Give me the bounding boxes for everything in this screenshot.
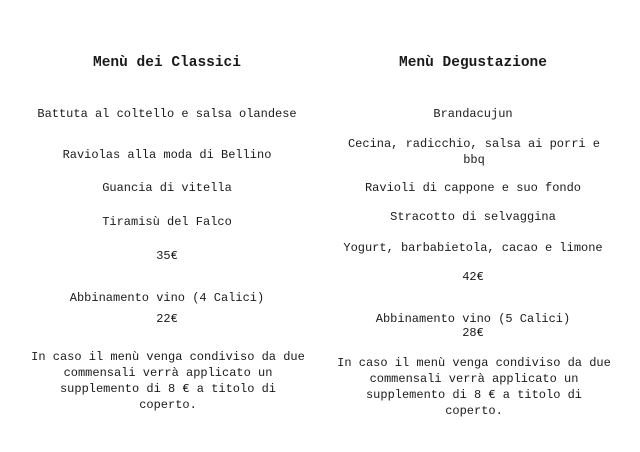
classici-sharing-note: In caso il menù venga condiviso da due commensali verrà applicato un supplemento di 8 € a titolo di coperto. (31, 350, 305, 412)
degustazione-price: 42€ (462, 270, 484, 284)
degustazione-course-4: Stracotto di selvaggina (390, 210, 556, 224)
classici-wine-pairing-price: 22€ (156, 312, 178, 326)
classici-course-2: Raviolas alla moda di Bellino (62, 148, 272, 162)
classici-course-4: Tiramisù del Falco (102, 215, 232, 229)
degustazione-course-1: Brandacujun (433, 107, 513, 121)
degustazione-menu-title: Menù Degustazione (399, 55, 547, 71)
classici-wine-pairing-label: Abbinamento vino (4 Calici) (69, 291, 265, 305)
classici-price: 35€ (156, 249, 178, 263)
degustazione-wine-pairing-label: Abbinamento vino (5 Calici) (375, 312, 571, 326)
degustazione-wine-pairing-price: 28€ (462, 326, 484, 340)
classici-course-1: Battuta al coltello e salsa olandese (37, 107, 297, 121)
classici-menu-title: Menù dei Classici (93, 55, 241, 71)
degustazione-course-5: Yogurt, barbabietola, cacao e limone (343, 241, 603, 255)
degustazione-sharing-note: In caso il menù venga condiviso da due commensali verrà applicato un supplemento di 8 € a titolo di coperto. (337, 356, 611, 418)
degustazione-course-3: Ravioli di cappone e suo fondo (364, 181, 582, 195)
classici-course-3: Guancia di vitella (102, 181, 232, 195)
degustazione-course-2: Cecina, radicchio, salsa ai porri e bbq (347, 137, 601, 167)
